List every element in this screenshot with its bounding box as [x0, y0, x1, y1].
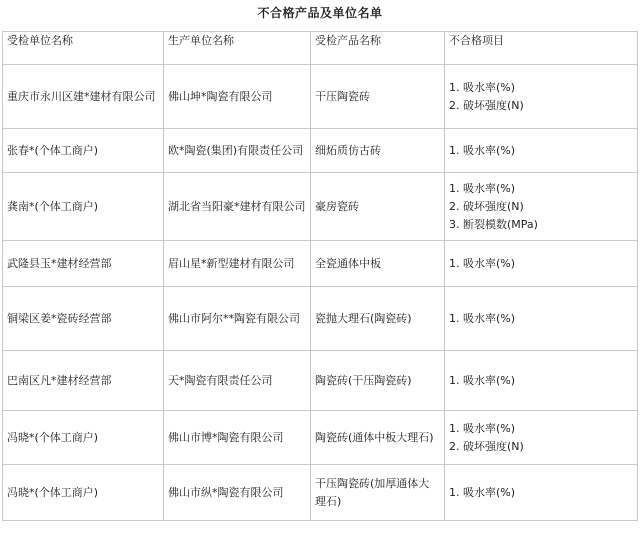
table-row — [3, 241, 638, 287]
cell-nonconforming-items — [445, 241, 638, 287]
nonconforming-products-table — [2, 31, 638, 521]
cell-inspected-unit: 张春*(个体工商户) — [3, 129, 164, 173]
cell-producer: 佛山市纵*陶瓷有限公司 — [164, 465, 311, 521]
cell-producer: 佛山市博*陶瓷有限公司 — [164, 411, 311, 465]
nonconforming-item: 1. 吸水率(%) — [449, 256, 516, 270]
cell-product: 干压陶瓷砖(加厚通体大理石) — [311, 465, 445, 521]
cell-producer: 湖北省当阳豪*建材有限公司 — [164, 173, 311, 241]
cell-product: 陶瓷砖(通体中板大理石) — [311, 411, 445, 465]
cell-nonconforming-items — [445, 173, 638, 241]
table-row — [3, 351, 638, 411]
cell-nonconforming-items — [445, 351, 638, 411]
cell-product: 干压陶瓷砖 — [311, 65, 445, 129]
cell-producer: 眉山星*新型建材有限公司 — [164, 241, 311, 287]
page-title: 不合格产品及单位名单 — [257, 6, 383, 20]
nonconforming-item: 3. 断裂模数(MPa) — [449, 217, 538, 231]
table-body — [3, 65, 638, 521]
cell-inspected-unit: 重庆市永川区建*建材有限公司 — [3, 65, 164, 129]
nonconforming-item: 2. 破坏强度(N) — [449, 199, 524, 213]
table-row — [3, 129, 638, 173]
nonconforming-item: 1. 吸水率(%) — [449, 80, 516, 94]
table-row — [3, 173, 638, 241]
cell-inspected-unit: 铜梁区姜*瓷砖经营部 — [3, 287, 164, 351]
cell-producer: 佛山坤*陶瓷有限公司 — [164, 65, 311, 129]
table-row — [3, 287, 638, 351]
cell-nonconforming-items — [445, 129, 638, 173]
cell-producer: 天*陶瓷有限责任公司 — [164, 351, 311, 411]
cell-producer: 佛山市阿尔**陶瓷有限公司 — [164, 287, 311, 351]
table-row — [3, 411, 638, 465]
cell-nonconforming-items — [445, 65, 638, 129]
nonconforming-item: 1. 吸水率(%) — [449, 421, 516, 435]
header-nonconforming-items: 不合格项目 — [445, 32, 638, 65]
table-row — [3, 465, 638, 521]
nonconforming-item: 1. 吸水率(%) — [449, 143, 516, 157]
nonconforming-item: 2. 破坏强度(N) — [449, 98, 524, 112]
cell-inspected-unit: 龚南*(个体工商户) — [3, 173, 164, 241]
nonconforming-item: 1. 吸水率(%) — [449, 373, 516, 387]
cell-producer: 欧*陶瓷(集团)有限责任公司 — [164, 129, 311, 173]
cell-inspected-unit: 武隆县玉*建材经营部 — [3, 241, 164, 287]
cell-inspected-unit: 巴南区凡*建材经营部 — [3, 351, 164, 411]
cell-product: 豪房瓷砖 — [311, 173, 445, 241]
table-header-row — [3, 32, 638, 65]
nonconforming-item: 1. 吸水率(%) — [449, 181, 516, 195]
cell-product: 瓷抛大理石(陶瓷砖) — [311, 287, 445, 351]
header-product: 受检产品名称 — [311, 32, 445, 65]
cell-product: 全瓷通体中板 — [311, 241, 445, 287]
cell-nonconforming-items — [445, 465, 638, 521]
cell-nonconforming-items — [445, 411, 638, 465]
header-inspected-unit: 受检单位名称 — [3, 32, 164, 65]
nonconforming-item: 2. 破坏强度(N) — [449, 439, 524, 453]
cell-inspected-unit: 冯晓*(个体工商户) — [3, 465, 164, 521]
cell-inspected-unit: 冯晓*(个体工商户) — [3, 411, 164, 465]
nonconforming-item: 1. 吸水率(%) — [449, 311, 516, 325]
cell-product: 细炻质仿古砖 — [311, 129, 445, 173]
header-producer: 生产单位名称 — [164, 32, 311, 65]
table-row — [3, 65, 638, 129]
nonconforming-item: 1. 吸水率(%) — [449, 485, 516, 499]
cell-product: 陶瓷砖(干压陶瓷砖) — [311, 351, 445, 411]
cell-nonconforming-items — [445, 287, 638, 351]
